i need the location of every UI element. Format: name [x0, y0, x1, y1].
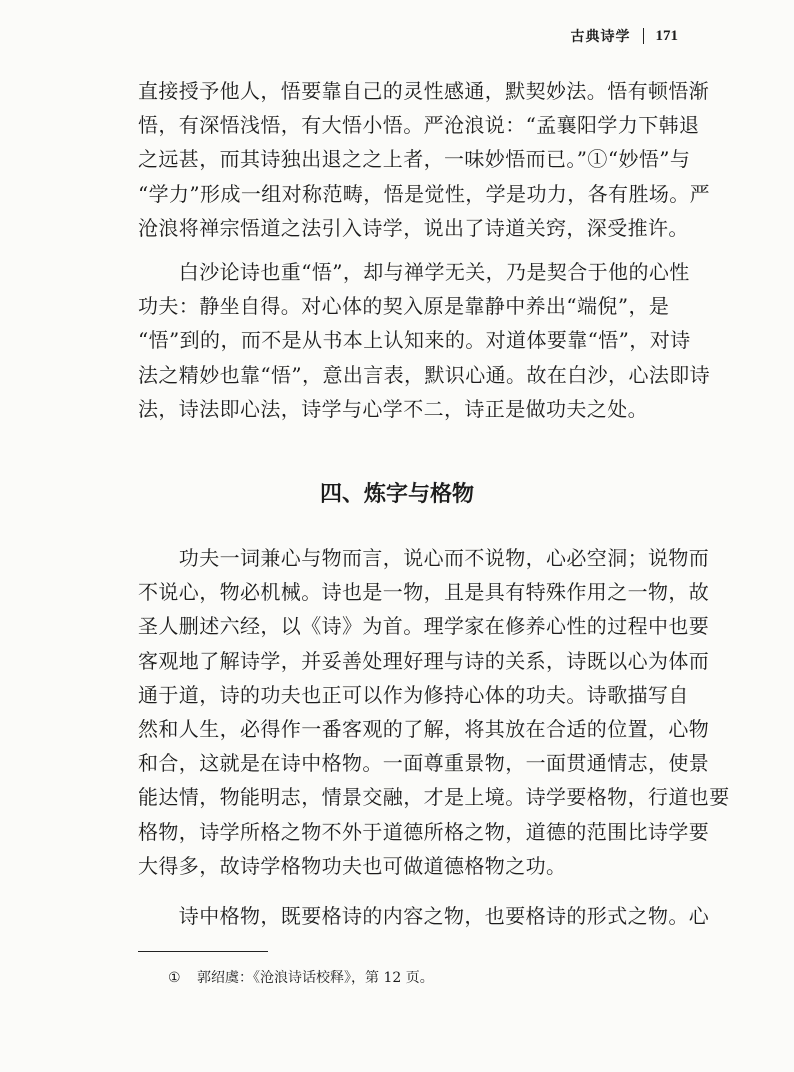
text-line: “学力”形成一组对称范畴，悟是觉性，学是功力，各有胜场。严: [138, 181, 711, 206]
text-line: 功夫一词兼心与物而言，说心而不说物，心必空洞；说物而: [138, 546, 710, 570]
header-divider: [643, 28, 644, 44]
text-line: 不说心，物必机械。诗也是一物，且是具有特殊作用之一物，故: [138, 580, 710, 605]
text-line: 法之精妙也靠“悟”，意出言表，默识心通。故在白沙，心法即诗: [138, 362, 711, 387]
text-line: 之远甚，而其诗独出退之之上者，一味妙悟而已。”①“妙悟”与: [138, 147, 691, 172]
text-line: 直接授予他人，悟要靠自己的灵性感通，默契妙法。悟有顿悟渐: [138, 79, 710, 103]
text-line: 功夫：静坐自得。对心体的契入原是靠静中养出“端倪”，是: [138, 294, 670, 319]
text-line: 格物，诗学所格之物不外于道德所格之物，道德的范围比诗学要: [138, 819, 710, 844]
footnote-rule: [138, 951, 268, 952]
section-paragraph-2: [138, 899, 710, 933]
body-paragraph-1: [138, 74, 711, 245]
text-line: 沧浪将禅宗悟道之法引入诗学，说出了诗道关窍，深受推许。: [138, 215, 689, 240]
text-line: “悟”到的，而不是从书本上认知来的。对道体要靠“悟”，对诗: [138, 328, 691, 353]
text-line: 然和人生，必得作一番客观的了解，将其放在合适的位置，心物: [138, 717, 710, 742]
header-title: 古典诗学: [570, 29, 631, 45]
text-line: 白沙论诗也重“悟”，却与禅学无关，乃是契合于他的心性: [138, 260, 690, 284]
footnote-marker: ①: [168, 970, 181, 986]
body-paragraph-2: [138, 255, 711, 426]
footnote: [168, 967, 434, 987]
text-line: 大得多，故诗学格物功夫也可做道德格物之功。: [138, 853, 567, 878]
running-header: [571, 26, 679, 46]
section-heading: 四、炼字与格物: [319, 482, 474, 507]
text-line: 悟，有深悟浅悟，有大悟小悟。严沧浪说：“孟襄阳学力下韩退: [138, 113, 700, 138]
text-line: 和合，这就是在诗中格物。一面尊重景物，一面贯通情志，使景: [138, 751, 710, 776]
footnote-text: 郭绍虞：《沧浪诗话校释》，第 12 页。: [197, 970, 434, 986]
text-line: 圣人删述六经，以《诗》为首。理学家在修养心性的过程中也要: [138, 614, 710, 639]
text-line: 能达情，物能明志，情景交融，才是上境。诗学要格物，行道也要: [138, 785, 730, 810]
section-paragraph-1: [138, 541, 730, 883]
text-line: 法，诗法即心法，诗学与心学不二，诗正是做功夫之处。: [138, 396, 648, 421]
text-line: 诗中格物，既要格诗的内容之物，也要格诗的形式之物。心: [138, 904, 710, 928]
page-number: 171: [655, 27, 678, 44]
text-line: 客观地了解诗学，并妥善处理好理与诗的关系，诗既以心为体而: [138, 648, 710, 673]
text-line: 通于道，诗的功夫也正可以作为修持心体的功夫。诗歌描写自: [138, 682, 689, 707]
